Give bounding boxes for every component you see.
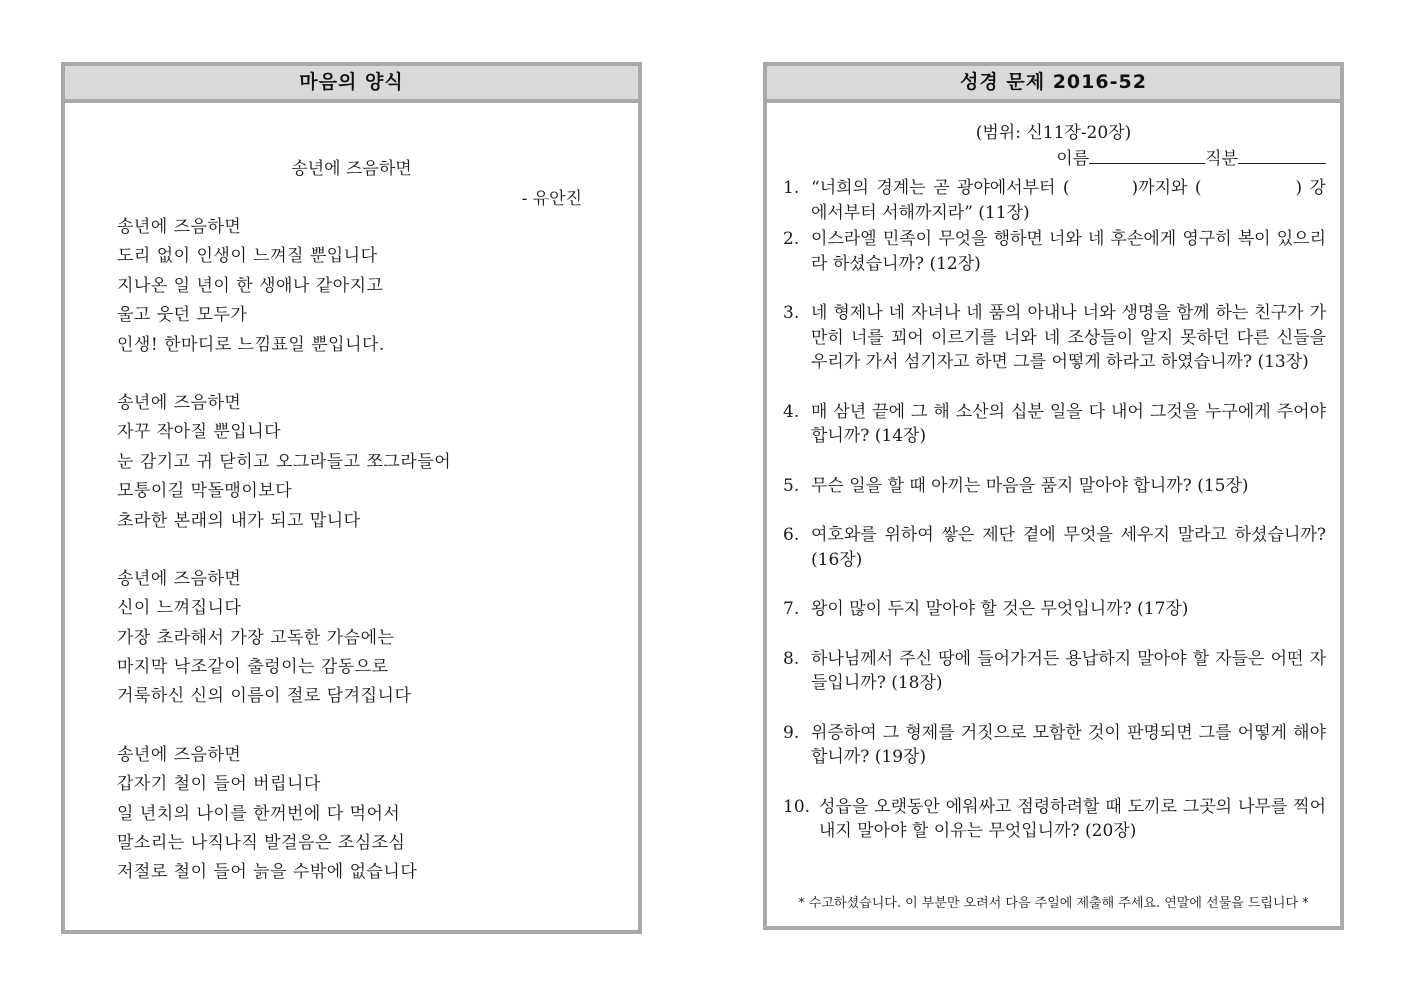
poem-line: 도리 없이 인생이 느껴질 뿐입니다 bbox=[117, 246, 378, 267]
poem-line: 지나온 일 년이 한 생애나 같아지고 bbox=[117, 275, 384, 296]
quiz-panel-header: 성경 문제 2016-52 bbox=[767, 66, 1340, 103]
poem-body bbox=[117, 213, 618, 917]
question-number: 3. bbox=[783, 303, 800, 323]
poem-stanza bbox=[117, 389, 618, 536]
poem-line: 송년에 즈음하면 bbox=[117, 392, 242, 413]
poem-line: 저절로 철이 들어 늙을 수밖에 없습니다 bbox=[117, 862, 418, 883]
poem-line: 초라한 본래의 내가 되고 맙니다 bbox=[117, 510, 361, 531]
poem-line: 송년에 즈음하면 bbox=[117, 568, 242, 589]
question-number: 4. bbox=[783, 401, 800, 422]
question-item bbox=[783, 227, 1326, 276]
poem-title: 송년에 즈음하면 bbox=[291, 159, 412, 179]
poem-stanza bbox=[117, 213, 618, 360]
poem-line: 자꾸 작아질 뿐입니다 bbox=[117, 422, 282, 443]
question-number: 1. bbox=[783, 178, 800, 198]
question-text: “너희의 경계는 곧 광야에서부터 ( bbox=[811, 178, 1070, 198]
question-item bbox=[783, 301, 1326, 375]
question-number: 9. bbox=[783, 722, 800, 743]
question-item bbox=[783, 400, 1326, 449]
question-number: 7. bbox=[783, 599, 800, 619]
poem-line: 일 년치의 나이를 한꺼번에 다 먹어서 bbox=[117, 803, 401, 824]
question-number: 8. bbox=[783, 648, 800, 669]
question-number: 2. bbox=[783, 229, 800, 249]
poem-panel bbox=[61, 62, 642, 934]
question-text: 무슨 일을 할 때 아끼는 마음을 품지 말아야 합니까? (15장) bbox=[811, 475, 1249, 496]
poem-line: 송년에 즈음하면 bbox=[117, 217, 242, 237]
question-number: 10. bbox=[783, 796, 811, 817]
poem-line: 신이 느껴집니다 bbox=[117, 598, 242, 619]
poem-line: 눈 감기고 귀 닫히고 오그라들고 쪼그라들어 bbox=[117, 451, 452, 472]
question-text: ) 강에서부터 서해까지라” (11장) bbox=[811, 178, 1326, 223]
question-item bbox=[783, 597, 1326, 622]
role-blank[interactable] bbox=[1238, 145, 1326, 164]
question-text: 이스라엘 민족이 무엇을 행하면 너와 네 후손에게 영구히 복이 있으리라 하셨습니까? (12장) bbox=[811, 229, 1326, 274]
question-text: )까지와 ( bbox=[1131, 178, 1202, 198]
name-role-row bbox=[1056, 144, 1326, 169]
poem-line: 송년에 즈음하면 bbox=[117, 744, 242, 765]
question-item bbox=[783, 795, 1326, 844]
question-list bbox=[783, 176, 1326, 869]
quiz-panel bbox=[763, 62, 1344, 930]
poem-panel-header: 마음의 양식 bbox=[65, 66, 638, 103]
question-text: 여호와를 위하여 쌓은 제단 곁에 무엇을 세우지 말라고 하셨습니까? (16장) bbox=[811, 525, 1326, 570]
question-item bbox=[783, 721, 1326, 770]
poem-line: 말소리는 나직나직 발걸음은 조심조심 bbox=[117, 833, 406, 854]
poem-stanza bbox=[117, 565, 618, 712]
question-text: 성읍을 오랫동안 에워싸고 점령하려할 때 도끼로 그곳의 나무를 찍어내지 말아야 할 이유는 무엇입니까? (20장) bbox=[819, 796, 1326, 841]
poem-author: - 유안진 bbox=[521, 189, 582, 209]
question-number: 6. bbox=[783, 525, 800, 545]
question-item bbox=[783, 647, 1326, 696]
name-blank[interactable] bbox=[1089, 145, 1205, 164]
question-text: 왕이 많이 두지 말아야 할 것은 무엇입니까? (17장) bbox=[811, 599, 1189, 619]
poem-stanza bbox=[117, 741, 618, 888]
poem-line: 울고 웃던 모두가 bbox=[117, 305, 248, 326]
name-label: 이름 bbox=[1056, 149, 1090, 169]
poem-line: 거룩하신 신의 이름이 절로 담겨집니다 bbox=[117, 686, 412, 707]
quiz-range: (범위: 신11장-20장) bbox=[975, 123, 1132, 143]
poem-line: 인생! 한마디로 느낌표일 뿐입니다. bbox=[117, 334, 385, 355]
question-text: 매 삼년 끝에 그 해 소산의 십분 일을 다 내어 그것을 누구에게 주어야 합니까? (14장) bbox=[811, 401, 1326, 446]
poem-line: 갑자기 철이 들어 버립니다 bbox=[117, 774, 321, 795]
poem-line: 모퉁이길 막돌맹이보다 bbox=[117, 481, 293, 502]
question-text: 네 형제나 네 자녀나 네 품의 아내나 너와 생명을 함께 하는 친구가 가만히 너를 꾀어 이르기를 너와 네 조상들이 알지 못하던 다른 신들을 우리가 가서 섬기자고 하면 그를 어떻게 하라고 하였습니까? (13장) bbox=[811, 303, 1326, 372]
question-item bbox=[783, 176, 1326, 225]
question-item bbox=[783, 523, 1326, 572]
poem-line: 마지막 낙조같이 출렁이는 감동으로 bbox=[117, 657, 389, 678]
role-label: 직분 bbox=[1205, 149, 1238, 169]
submission-note: * 수고하셨습니다. 이 부분만 오려서 다음 주일에 제출해 주세요. 연말에 선물을 드립니다 * bbox=[798, 896, 1309, 911]
question-text: 하나님께서 주신 땅에 들어가거든 용납하지 말아야 할 자들은 어떤 자들입니까? (18장) bbox=[811, 648, 1326, 693]
question-text: 위증하여 그 형제를 거짓으로 모함한 것이 판명되면 그를 어떻게 해야 합니까? (19장) bbox=[811, 722, 1326, 767]
question-number: 5. bbox=[783, 475, 800, 496]
question-item bbox=[783, 474, 1326, 499]
poem-line: 가장 초라해서 가장 고독한 가슴에는 bbox=[117, 627, 395, 648]
